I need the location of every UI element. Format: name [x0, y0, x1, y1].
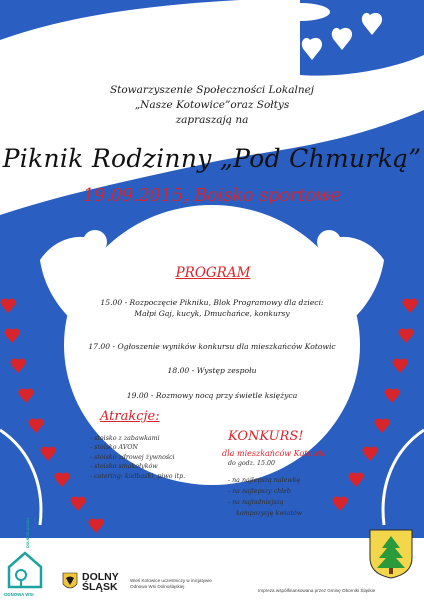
contest-deadline: do godz. 15.00: [228, 460, 276, 467]
participation-line-1: Wieś Kotowice uczestniczy w inicjatywie: [130, 578, 212, 583]
program-item-line: 18.00 - Występ zespołu: [167, 366, 257, 375]
odnowa-wsi-logo: [5, 545, 53, 595]
program-item-line: 19.00 - Rozmowy nocą przy świetle księżyca: [126, 391, 298, 400]
list-item: - catering: kiełbaski, piwo itp.: [90, 472, 186, 480]
program-heading: PROGRAM: [175, 265, 251, 281]
participation-note: [130, 578, 212, 590]
program-item-line: Małpi Gaj, kucyk, Dmuchańce, konkursy: [134, 309, 290, 318]
organizer-intro: [0, 83, 424, 128]
event-title: Piknik Rodzinny „Pod Chmurką”: [2, 144, 422, 173]
program-item: [60, 365, 364, 376]
contest-list: [228, 475, 302, 519]
invite-line: zapraszają na: [175, 114, 249, 126]
organizer-line-1: Stowarzyszenie Społeczności Lokalnej: [109, 84, 315, 96]
cofinance-note: Impreza współfinansowana przez Gminę Oborniki Śląskie: [258, 588, 376, 593]
program-item-line: 17.00 - Ogłoszenie wyników konkursu dla mieszkańców Kotowic: [88, 342, 336, 351]
program-item: [60, 341, 364, 352]
attractions-heading: Atrakcje:: [100, 409, 160, 424]
list-item: - stoisko smakołyków: [90, 463, 158, 471]
dolny-slask-line-1: DOLNY: [82, 571, 119, 583]
list-item: - stoisko AVON: [90, 444, 138, 452]
list-item: kompozycję kwiatów: [236, 510, 303, 517]
list-item: - na najlepszą nalewkę: [228, 477, 301, 484]
event-date: 19.09.2015, Boisko sportowe: [83, 186, 341, 206]
dolny-slask-line-2: ŚLĄSK: [82, 581, 118, 593]
organizer-line-2: „Nasze Kotowice”oraz Sołtys: [134, 99, 290, 111]
program-item: [60, 297, 364, 319]
list-item: - na najlepszy chleb: [228, 488, 291, 495]
program-item: [60, 390, 364, 401]
coat-of-arms-eagle-icon: [62, 572, 78, 592]
dolny-slask-logo: [82, 572, 119, 592]
participation-line-2: Odnowa Wsi Dolnośląskiej: [130, 584, 185, 589]
list-item: - stoisko z zabawkami: [90, 435, 160, 442]
list-item: - stoisko zdrowej żywności: [90, 453, 175, 461]
contest-subheading: dla mieszkańców Kotowic: [222, 449, 327, 458]
odnowa-logo-text: ODNOWA WSI: [4, 592, 34, 597]
gmina-coat-of-arms-icon: [368, 528, 414, 580]
odnowa-logo-side-text: DOLNOŚLĄSKIEJ: [26, 517, 30, 548]
program-item-line: 15.00 - Rozpoczęcie Pikniku, Blok Programowy dla dzieci:: [100, 298, 324, 307]
list-item: - na najładniejszą: [228, 499, 284, 506]
attractions-list: [90, 434, 185, 481]
contest-heading: KONKURS!: [228, 429, 304, 444]
